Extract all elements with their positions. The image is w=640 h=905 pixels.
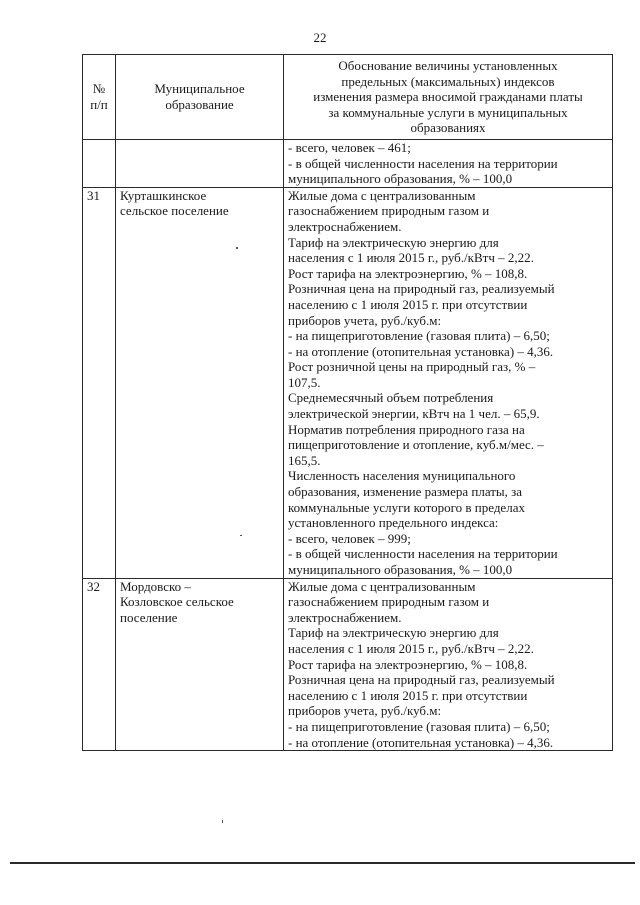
municipality-line: Курташкинское [120, 187, 207, 203]
header-justification-line: за коммунальные услуги в муниципальных [328, 104, 568, 120]
row-number-cell: 31 [83, 187, 116, 578]
justification-line: Розничная цена на природный газ, реализуемый [288, 281, 555, 297]
header-justification-line: изменения размера вносимой гражданами платы [313, 89, 583, 105]
table-row [83, 139, 613, 187]
row-municipality-cell [116, 578, 284, 751]
justification-line: - на пищеприготовление (газовая плита) – 6,50; [288, 718, 550, 734]
row-municipality-cell [116, 139, 284, 187]
justification-line: населению с 1 июля 2015 г. при отсутствии [288, 296, 528, 312]
municipality-line: Козловское сельское [120, 594, 234, 610]
page-number: 22 [313, 30, 327, 45]
justification-line: Рост тарифа на электроэнергию, % – 108,8. [288, 265, 528, 281]
justification-line: Тариф на электрическую энергию для [288, 625, 499, 641]
table-row [83, 187, 613, 578]
table-header-row [83, 55, 613, 140]
justification-line: - на отопление (отопительная установка) – 4,36. [288, 734, 554, 750]
justification-line: электроснабжением. [288, 609, 402, 625]
header-number-line: п/п [90, 96, 108, 112]
justification-line: газоснабжением природным газом и [288, 203, 490, 219]
justification-line: Норматив потребления природного газа на [288, 421, 525, 437]
justification-line: Тариф на электрическую энергию для [288, 234, 499, 250]
justification-line: - на пищеприготовление (газовая плита) – 6,50; [288, 328, 550, 344]
scan-speck [240, 535, 242, 536]
municipality-line: Мордовско – [120, 578, 191, 594]
justification-line: приборов учета, руб./куб.м: [288, 703, 442, 719]
justification-line: населения с 1 июля 2015 г., руб./кВтч – 2,22. [288, 640, 534, 656]
header-municipality-line: образование [165, 96, 234, 112]
table-row [83, 578, 613, 751]
justification-line: - всего, человек – 999; [288, 530, 411, 546]
header-justification-line: образованиях [410, 120, 486, 136]
municipality-line: сельское поселение [120, 203, 229, 219]
justification-line: - в общей численности населения на территории [288, 546, 558, 562]
justification-line: электроснабжением. [288, 218, 402, 234]
justification-line: - всего, человек – 461; [288, 139, 411, 155]
justification-line: приборов учета, руб./куб.м: [288, 312, 442, 328]
row-justification-cell [284, 139, 613, 187]
justification-line: электрической энергии, кВтч на 1 чел. – 65,9. [288, 406, 540, 422]
tariff-justification-table [82, 54, 613, 751]
row-number-cell [83, 139, 116, 187]
header-justification [284, 55, 613, 140]
bottom-rule [10, 862, 635, 864]
header-number-line: № [92, 81, 106, 97]
justification-line: населению с 1 июля 2015 г. при отсутствии [288, 687, 528, 703]
scan-speck [236, 247, 238, 249]
justification-line: Среднемесячный объем потребления [288, 390, 494, 406]
justification-line: Рост розничной цены на природный газ, % – [288, 359, 536, 375]
justification-line: - в общей численности населения на территории [288, 155, 558, 171]
header-justification-line: Обоснование величины установленных [338, 58, 558, 73]
scan-speck [222, 820, 223, 823]
justification-line: газоснабжением природным газом и [288, 594, 490, 610]
row-number-cell: 32 [83, 578, 116, 751]
header-municipality-line: Муниципальное [154, 81, 245, 97]
justification-line: населения с 1 июля 2015 г., руб./кВтч – 2,22. [288, 250, 534, 266]
header-number [83, 55, 116, 140]
justification-line: Жилые дома с централизованным [288, 578, 476, 594]
justification-line: муниципального образования, % – 100,0 [288, 171, 513, 187]
municipality-line: поселение [120, 609, 178, 625]
row-municipality-cell [116, 187, 284, 578]
justification-line: Численность населения муниципального [288, 468, 516, 484]
justification-line: Розничная цена на природный газ, реализуемый [288, 672, 555, 688]
row-justification-cell [284, 187, 613, 578]
justification-line: образования, изменение размера платы, за [288, 484, 523, 500]
justification-line: муниципального образования, % – 100,0 [288, 562, 513, 577]
justification-line: 165,5. [288, 452, 321, 468]
justification-line: коммунальные услуги которого в пределах [288, 499, 525, 515]
justification-line: 107,5. [288, 374, 321, 390]
justification-line: пищеприготовление и отопление, куб.м/мес. – [288, 437, 544, 453]
justification-line: - на отопление (отопительная установка) – 4,36. [288, 343, 554, 359]
row-justification-cell [284, 578, 613, 751]
justification-line: установленного предельного индекса: [288, 515, 499, 531]
justification-line: Рост тарифа на электроэнергию, % – 108,8. [288, 656, 528, 672]
justification-line: Жилые дома с централизованным [288, 187, 476, 203]
header-municipality [116, 55, 284, 140]
header-justification-line: предельных (максимальных) индексов [341, 73, 555, 89]
